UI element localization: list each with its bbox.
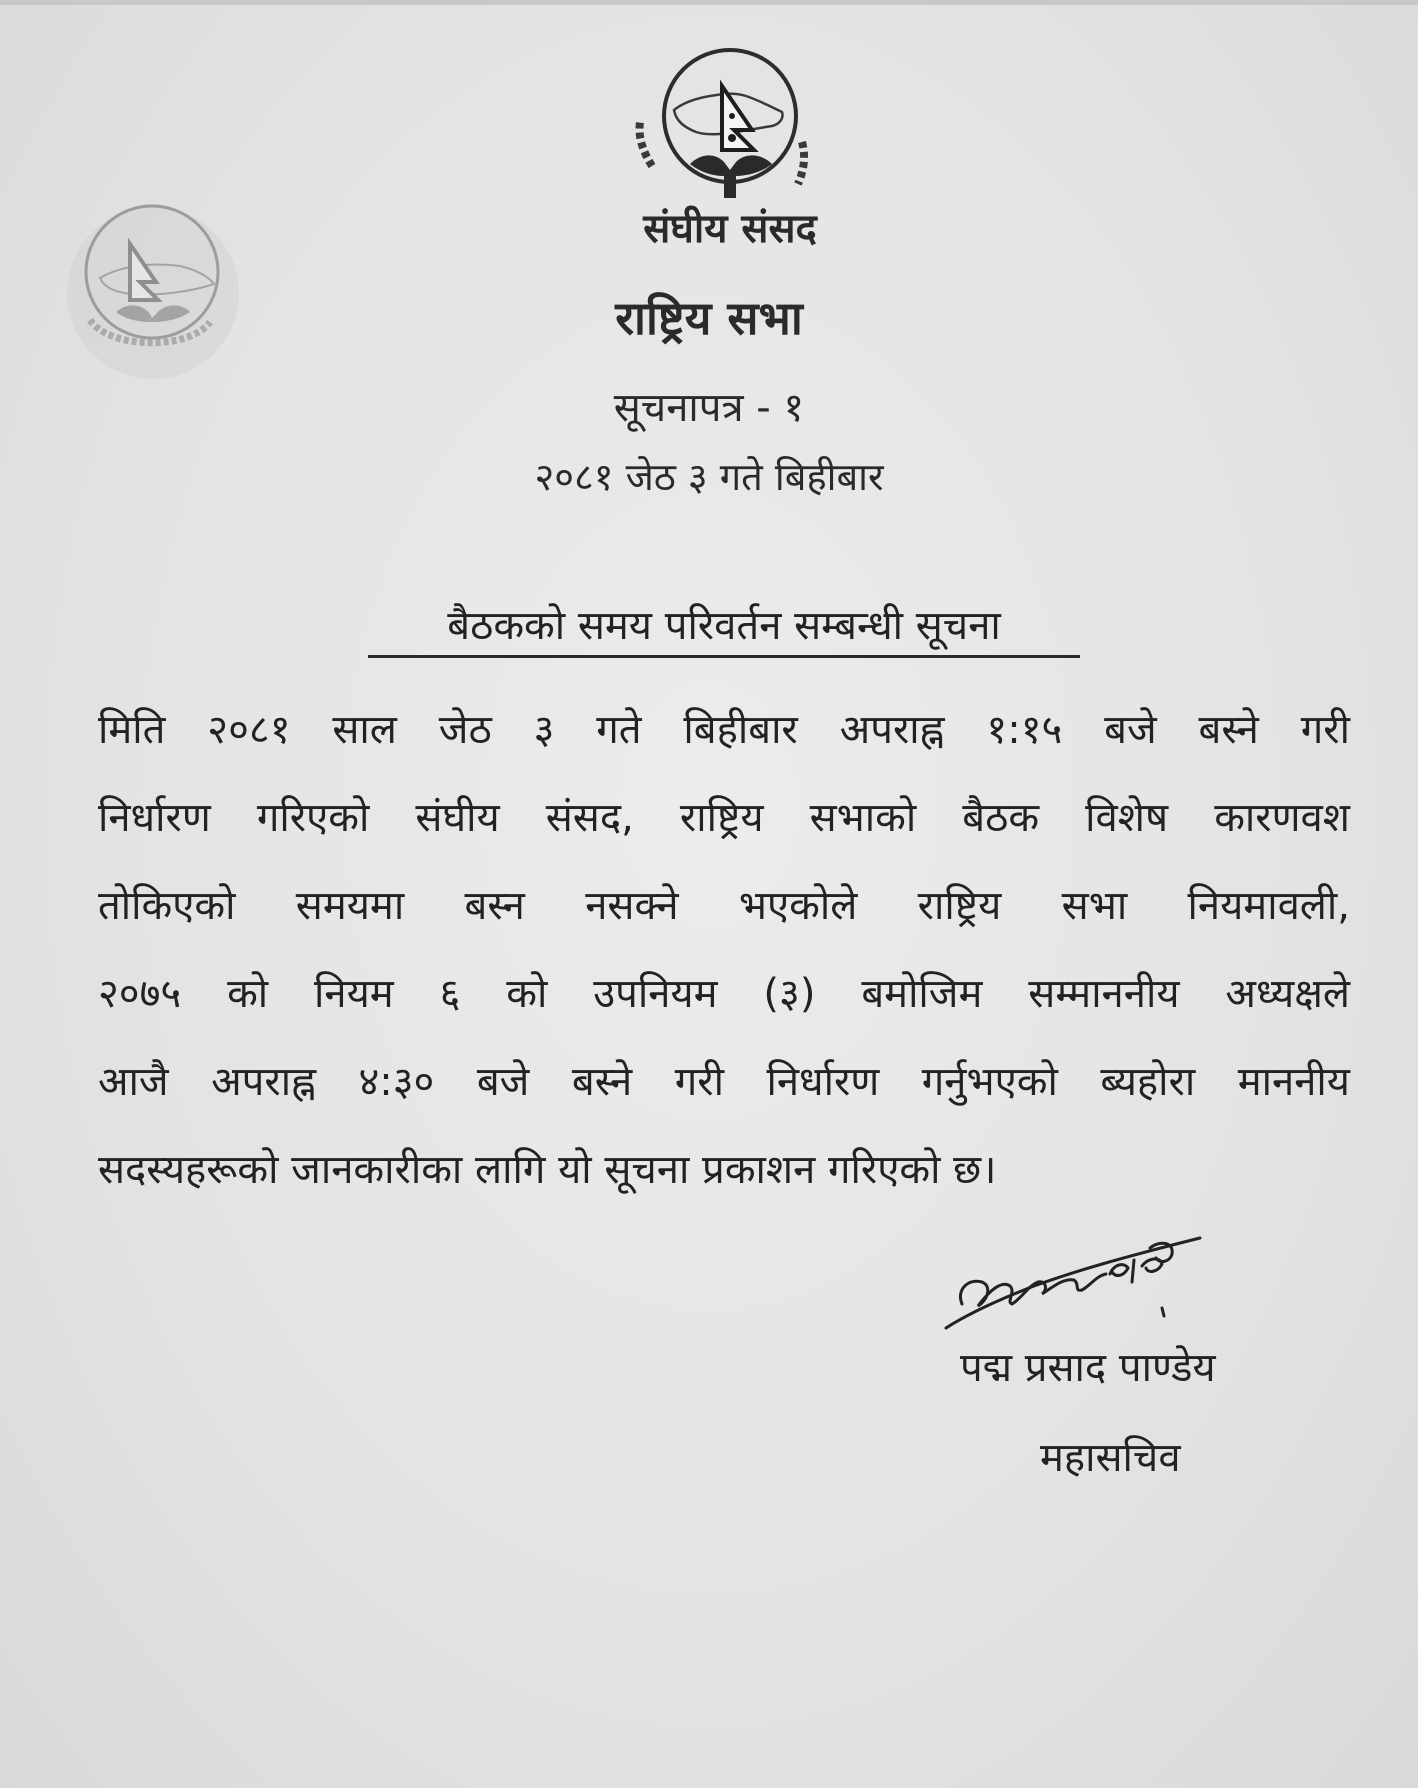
top-edge <box>0 0 1418 5</box>
notice-date: २०८१ जेठ ३ गते बिहीबार <box>534 455 884 499</box>
notice-subject: बैठकको समय परिवर्तन सम्बन्धी सूचना <box>368 596 1080 658</box>
body-line: आजै अपराह्न ४:३० बजे बस्ने गरी निर्धारण गर्नुभएको ब्यहोरा माननीय <box>98 1059 1350 1105</box>
body-line: तोकिएको समयमा बस्न नसक्ने भएकोले राष्ट्रिय सभा नियमावली, <box>98 883 1350 929</box>
emblem-inscription: संघीय संसद <box>643 206 817 252</box>
parliament-emblem <box>612 46 852 256</box>
body-line: सदस्यहरूको जानकारीका लागि यो सूचना प्रकाशन गरिएको छ। <box>98 1147 997 1193</box>
signatory-title: महासचिव <box>1040 1435 1181 1481</box>
body-line: २०७५ को नियम ६ को उपनियम (३) बमोजिम सम्माननीय अध्यक्षले <box>98 971 1350 1017</box>
notice-body <box>98 686 1350 1214</box>
handwritten-signature <box>938 1220 1218 1340</box>
house-name: राष्ट्रिय सभा <box>615 291 803 345</box>
body-line: मिति २०८१ साल जेठ ३ गते बिहीबार अपराह्न १:१५ बजे बस्ने गरी <box>98 707 1350 753</box>
body-line: निर्धारण गरिएको संघीय संसद, राष्ट्रिय सभाको बैठक विशेष कारणवश <box>98 795 1350 841</box>
signatory-name: पद्म प्रसाद पाण्डेय <box>960 1345 1216 1391</box>
notice-number: सूचनापत्र - १ <box>613 385 805 431</box>
